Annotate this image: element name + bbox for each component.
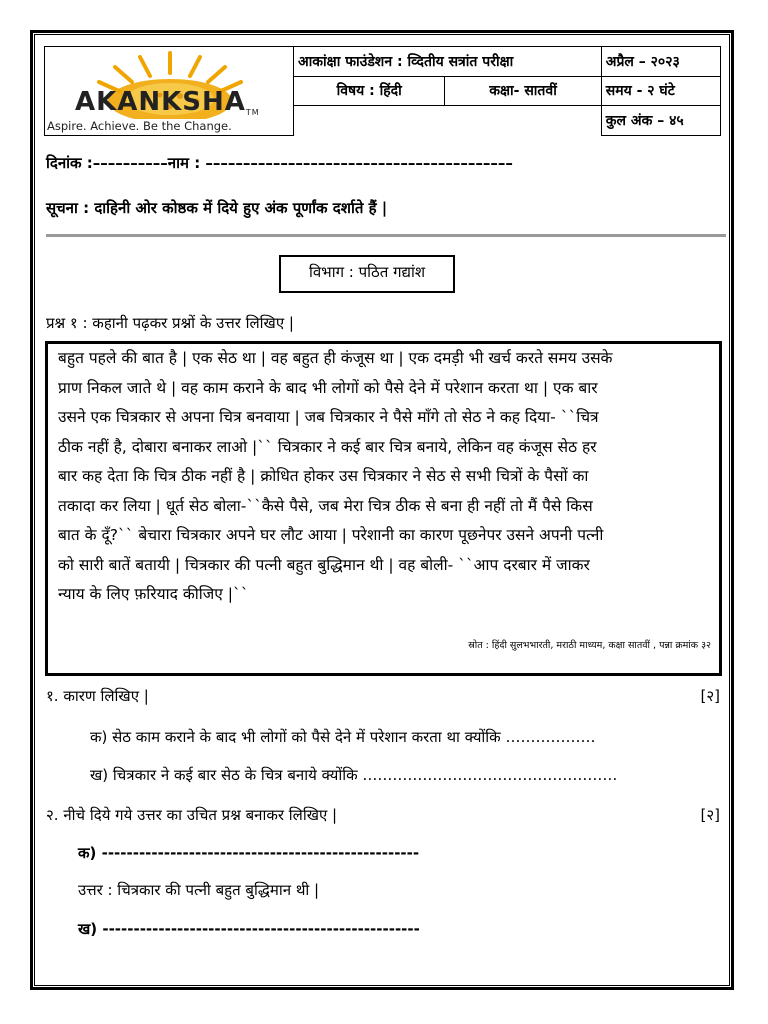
passage-line: प्राण निकल जाते थे | वह काम कराने के बाद भी लोगों को पैसे देने में परेशान करता था | एक बार: [58, 378, 598, 397]
q2-part-b: ख) ---------------------------------------------------: [78, 920, 420, 938]
section-title: विभाग : पठित गद्यांश: [279, 255, 455, 293]
passage-line: ठीक नहीं है, दोबारा बनाकर लाओ |`` चित्रकार ने कई बार चित्र बनाये, लेकिन वह कंजूस सेठ हर: [58, 437, 597, 456]
q2-answer: उत्तर : चित्रकार की पत्नी बहुत बुद्धिमान थी |: [78, 881, 320, 899]
header-table: [44, 46, 721, 136]
exam-month: अप्रैल – २०२३: [601, 47, 720, 77]
q1-title: १. कारण लिखिए |: [46, 687, 149, 705]
q1-part-b: ख) चित्रकार ने कई बार सेठ के चित्र बनाये क्योंकि ……………………………………………: [90, 766, 618, 784]
q2-part-a: क) ---------------------------------------------------: [78, 844, 420, 862]
logo-cell: [45, 47, 294, 136]
q2-marks: [२]: [700, 806, 720, 824]
exam-title: आकांक्षा फाउंडेशन : व्दितीय सत्रांत परीक्षा: [294, 47, 602, 77]
q1-part-a: क) सेठ काम कराने के बाद भी लोगों को पैसे देने में परेशान करता था क्योंकि ………………: [90, 728, 596, 746]
date-name-line: दिनांक :––––––––––नाम : –––––––––––––––––––––––––––––––––––––––––: [46, 154, 513, 172]
empty-cell: [294, 106, 602, 136]
passage-line: बार कह देता कि चित्र ठीक नहीं है | क्रोधित होकर उस चित्रकार ने सेठ से सभी चित्रों के पैसों का: [58, 467, 589, 485]
question1-instruction: प्रश्न १ : कहानी पढ़कर प्रश्नों के उत्तर लिखिए |: [46, 314, 294, 332]
passage-source: स्रोत : हिंदी सुलभभारती, मराठी माध्यम, कक्षा सातवीं , पन्ना क्रमांक ३२: [468, 640, 711, 651]
total-marks-label: कुल अंक – ४५: [601, 106, 720, 136]
brand-tagline: Aspire. Achieve. Be the Change.: [47, 119, 232, 133]
passage-line: बहुत पहले की बात है | एक सेठ था | वह बहुत ही कंजूस था | एक दमड़ी भी खर्च करते समय उसके: [58, 349, 613, 367]
q2-title: २. नीचे दिये गये उत्तर का उचित प्रश्न बनाकर लिखिए |: [46, 806, 338, 824]
passage-line: को सारी बातें बतायी | चित्रकार की पत्नी बहुत बुद्धिमान थी | वह बोली- ``आप दरबार में जाकर: [58, 555, 590, 574]
passage-line: उसने एक चित्रकार से अपना चित्र बनवाया | जब चित्रकार ने पैसे माँगे तो सेठ ने कह दिया- ``चित्र: [58, 408, 599, 426]
passage-line: तकादा कर लिया | धूर्त सेठ बोला-``कैसे पैसे, जब मेरा चित्र ठीक से बना ही नहीं तो मैं पैसे किस: [58, 496, 593, 515]
horizontal-divider: [46, 234, 726, 237]
akanksha-logo: [45, 47, 293, 135]
q1-marks: [२]: [700, 687, 720, 705]
notice-text: सूचना : दाहिनी ओर कोष्ठक में दिये हुए अंक पूर्णांक दर्शाते हैं |: [46, 199, 388, 217]
passage-box: [45, 341, 722, 676]
brand-name: AKANKSHATM: [75, 87, 260, 117]
subject-label: विषय : हिंदी: [294, 76, 445, 106]
class-label: कक्षा- सातवीं: [445, 76, 601, 106]
passage-line: बात के दूँ?`` बेचारा चित्रकार अपने घर लौट आया | परेशानी का कारण पूछनेपर उसने अपनी पत्नी: [58, 526, 604, 544]
time-label: समय - २ घंटे: [601, 76, 720, 106]
passage-line: न्याय के लिए फ़रियाद कीजिए |``: [58, 585, 249, 603]
